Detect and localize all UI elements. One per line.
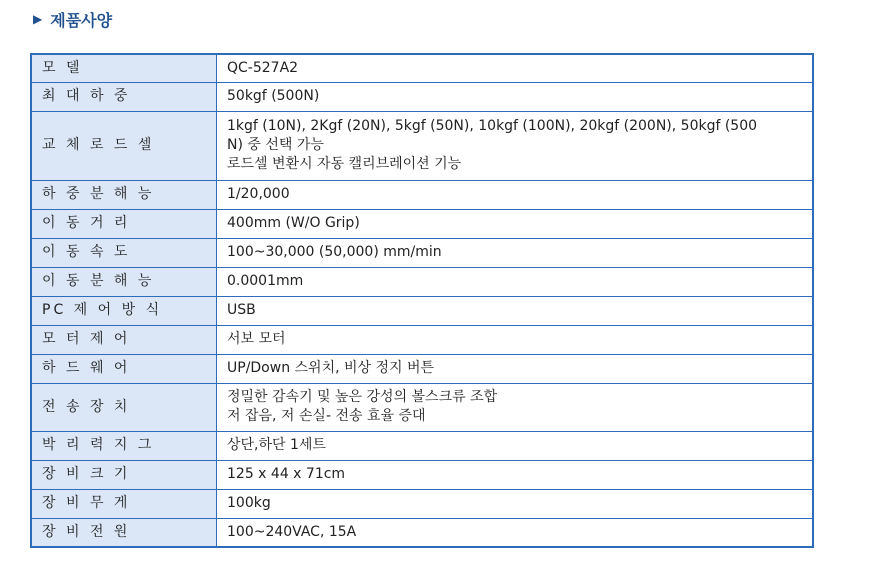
- spec-value-line: UP/Down 스위치, 비상 정지 버튼: [227, 360, 435, 376]
- spec-value: [217, 111, 814, 180]
- spec-table: [30, 53, 814, 548]
- spec-label: 이 동 분 해 능: [31, 267, 217, 296]
- spec-value-line: 50kgf (500N): [227, 88, 320, 104]
- spec-label: 장 비 크 기: [31, 460, 217, 489]
- spec-row: [31, 354, 813, 383]
- spec-value: [217, 296, 814, 325]
- section-title-text: 제품사양: [50, 10, 113, 30]
- spec-value-line: 100kg: [227, 495, 271, 511]
- spec-label: 교 체 로 드 셀: [31, 111, 217, 180]
- spec-value-line: 100~30,000 (50,000) mm/min: [227, 244, 442, 260]
- spec-value: [217, 267, 814, 296]
- spec-value-line: 로드셀 변환시 자동 캘리브레이션 기능: [227, 156, 462, 172]
- spec-row: [31, 111, 813, 180]
- spec-row: [31, 489, 813, 518]
- spec-row: [31, 82, 813, 111]
- spec-value: [217, 54, 814, 82]
- spec-label: 모 터 제 어: [31, 325, 217, 354]
- spec-value: [217, 180, 814, 209]
- spec-value-line: 정밀한 감속기 및 높은 강성의 볼스크류 조합: [227, 389, 498, 405]
- spec-value: [217, 489, 814, 518]
- spec-value: [217, 325, 814, 354]
- spec-value: [217, 209, 814, 238]
- spec-value-line: N) 중 선택 가능: [227, 137, 324, 153]
- spec-label: 이 동 속 도: [31, 238, 217, 267]
- spec-row: [31, 209, 813, 238]
- spec-value: [217, 82, 814, 111]
- spec-row: [31, 238, 813, 267]
- spec-label: 이 동 거 리: [31, 209, 217, 238]
- spec-label: 최 대 하 중: [31, 82, 217, 111]
- spec-row: [31, 431, 813, 460]
- spec-value-line: 저 잡음, 저 손실- 전송 효율 증대: [227, 408, 426, 424]
- spec-row: [31, 296, 813, 325]
- spec-value: [217, 460, 814, 489]
- spec-value-line: USB: [227, 302, 256, 318]
- spec-value: [217, 383, 814, 431]
- spec-value: [217, 518, 814, 547]
- spec-label: 전 송 장 치: [31, 383, 217, 431]
- spec-value-line: QC-527A2: [227, 59, 299, 76]
- spec-value-line: 1kgf (10N), 2Kgf (20N), 5kgf (50N), 10kgf (100N), 20kgf (200N), 50kgf (500: [227, 118, 758, 134]
- spec-value-line: 서보 모터: [227, 331, 286, 347]
- spec-value-line: 1/20,000: [227, 186, 290, 202]
- spec-table-body: [31, 54, 813, 547]
- spec-value-line: 100~240VAC, 15A: [227, 523, 357, 540]
- spec-label: 하 드 웨 어: [31, 354, 217, 383]
- spec-value-line: 0.0001mm: [227, 273, 304, 289]
- spec-value: [217, 238, 814, 267]
- spec-row: [31, 325, 813, 354]
- spec-row: [31, 54, 813, 82]
- spec-label: 장 비 무 게: [31, 489, 217, 518]
- spec-row: [31, 383, 813, 431]
- spec-label: 하 중 분 해 능: [31, 180, 217, 209]
- spec-value-line: 상단,하단 1세트: [227, 437, 326, 453]
- spec-value-line: 400mm (W/O Grip): [227, 215, 360, 231]
- spec-label: 박 리 력 지 그: [31, 431, 217, 460]
- spec-label: PC 제 어 방 식: [31, 296, 217, 325]
- spec-row: [31, 460, 813, 489]
- spec-value-line: 125 x 44 x 71cm: [227, 466, 346, 482]
- spec-row: [31, 267, 813, 296]
- spec-label: 모 델: [31, 54, 217, 82]
- section-title: [33, 8, 112, 30]
- spec-row: [31, 518, 813, 547]
- triangle-marker-icon: ▶: [33, 12, 43, 26]
- spec-row: [31, 180, 813, 209]
- spec-value: [217, 431, 814, 460]
- spec-label: 장 비 전 원: [31, 518, 217, 547]
- spec-value: [217, 354, 814, 383]
